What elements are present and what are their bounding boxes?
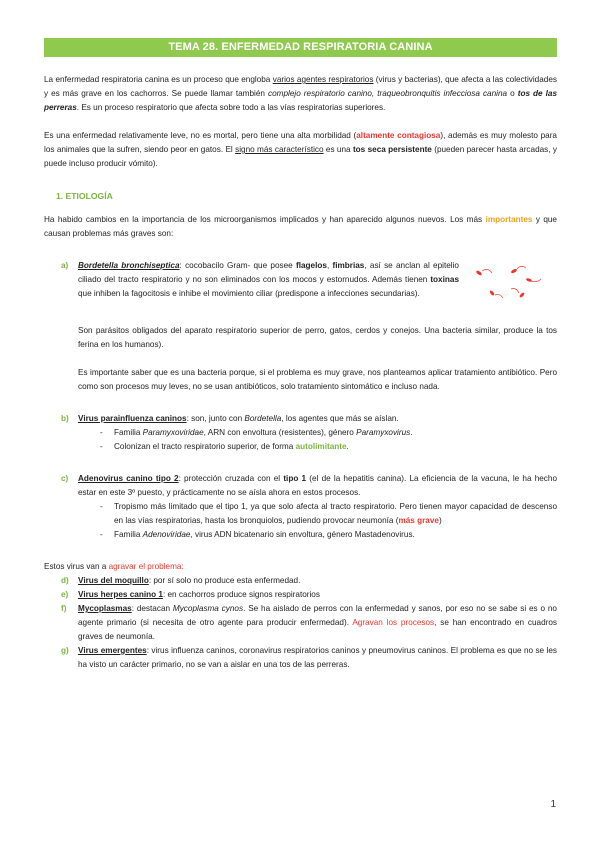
adenovirus-description: Adenovirus canino tipo 2: protección cruzada con el tipo 1 (el de la hepatitis canina). La eficiencia de la vacuna, le ha hecho estar en este 3º puesto, y prácticamente no se aísla ahora en estos procesos.: [78, 474, 558, 497]
bacteria-illustration: [459, 259, 557, 314]
page-content: [44, 38, 557, 672]
etiologia-intro: Ha habido cambios en la importancia de los microorganismos implicados y han aparecido algunos nuevos. Los más importantes y que causan problemas más graves son:: [44, 215, 557, 238]
bacteria-image: [467, 259, 549, 309]
sublist-item: - Colonizan el tracto respiratorio superior, de forma autolimitante.: [100, 442, 349, 451]
list-item-g: g) Virus emergentes: virus influenza caninos, coronavirus respiratorios caninos y pneumovirus caninos. El problema es que no se les ha visto un carácter primario, no se van a aislar en una tos de las perreras.: [61, 646, 557, 669]
intro-paragraph-1: La enfermedad respiratoria canina es un proceso que engloba varios agentes respiratorios (virus y bacterias), que afecta a las colectividades y es más grave en los cachorros. Se puede llamar también complejo respiratorio canino, traqueobronquitis infecciosa canina o tos de las perreras. Es un proceso respiratorio que afecta sobre todo a las vías respiratorias superiores.: [44, 75, 557, 112]
sublist-item: - Familia Paramyxoviridae, ARN con envoltura (resistentes), género Paramyxovirus.: [100, 428, 413, 437]
list-marker: a): [61, 261, 69, 270]
list-item-d: d) Virus del moquillo: por sí solo no produce esta enfermedad.: [44, 574, 557, 588]
bordetella-description: Bordetella bronchiseptica: cocobacilo Gram- que posee flagelos, fimbrias, así se anclan al epitelio ciliado del tracto respiratorio y no son eliminados con los mocos y estornudos. Además tienen toxinas que inhiben la fagocitosis e inhibe el movimiento ciliar (predispone a infecciones secundarias).: [78, 261, 459, 298]
intro-paragraph-2: Es una enfermedad relativamente leve, no es mortal, pero tiene una alta morbilidad (altamente contagiosa), además es muy molesto para los animales que la sufren, siendo peor en gatos. El signo más característico es una tos seca persistente (pueden parecer hasta arcadas, y puede incluso producir vómito).: [44, 131, 557, 168]
bordetella-hosts: Son parásitos obligados del aparato respiratorio superior de perro, gatos, cerdos y conejos. Una bacteria similar, produce la tos ferina en los humanos).: [78, 326, 557, 349]
list-marker: d): [61, 576, 69, 585]
list-marker: c): [61, 474, 69, 483]
list-marker: e): [61, 590, 69, 599]
list-item-e: e) Virus herpes canino 1: en cachorros produce signos respiratorios: [44, 588, 557, 602]
page-title: TEMA 28. ENFERMEDAD RESPIRATORIA CANINA: [44, 38, 557, 57]
list-item-b: [44, 412, 557, 426]
aggravating-intro: Estos virus van a agravar el problema:: [44, 562, 184, 571]
list-marker: b): [61, 414, 69, 423]
list-item-f: f) Mycoplasmas: destacan Mycoplasma cynos. Se ha aislado de perros con la enfermedad y sanos, por eso no se sabe si es o no agente primario (si necesita de otro agente para producir enfermedad). Agravan los procesos, se han encontrado en cuadros graves de neumonía.: [61, 604, 558, 641]
list-marker: g): [61, 646, 69, 655]
sublist-item: - Tropismo más limitado que el tipo 1, ya que solo afecta al tracto respiratorio. Pero tienen mayor capacidad de descenso en las vías respiratorias, hasta los bronquiolos, pudiendo provocar neumonía (más grave): [100, 502, 557, 525]
list-marker: f): [61, 604, 67, 613]
list-item-c: [44, 472, 557, 500]
list-item-a: [44, 259, 557, 394]
parainfluenza-description: Virus parainfluenza caninos: son, junto con Bordetella, los agentes que más se aíslan.: [78, 414, 399, 423]
section-heading-etiologia: 1. ETIOLOGÍA: [56, 191, 113, 201]
sublist-item: - Familia Adenoviridae, virus ADN bicatenario sin envoltura, género Mastadenovirus.: [100, 530, 415, 539]
page-number: 1: [550, 799, 556, 810]
bordetella-treatment: Es importante saber que es una bacteria porque, si el problema es muy grave, nos planteamos aplicar tratamiento antibiótico. Pero como son procesos muy leves, no se usan antibióticos, solo tratamiento sintomático e incluso nada.: [78, 368, 557, 391]
